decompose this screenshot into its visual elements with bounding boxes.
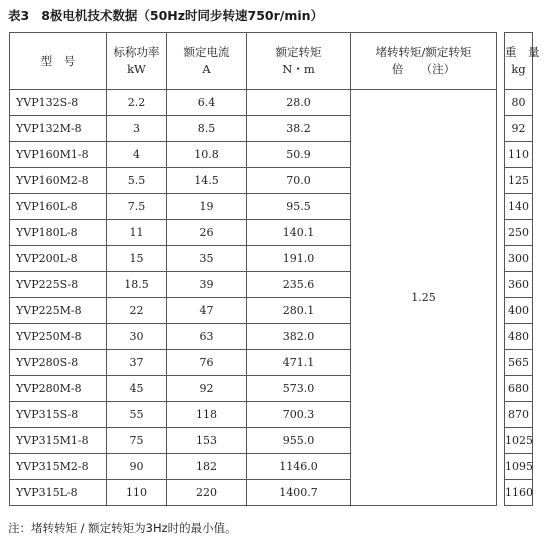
cell-power: 75 <box>107 428 167 454</box>
cell-model: YVP225S-8 <box>10 272 107 298</box>
header-current <box>167 33 247 90</box>
cell-power: 11 <box>107 220 167 246</box>
cell-power: 55 <box>107 402 167 428</box>
cell-current: 118 <box>167 402 247 428</box>
cell-torque: 382.0 <box>247 324 351 350</box>
cell-weight: 400 <box>505 298 533 324</box>
cell-current: 10.8 <box>167 142 247 168</box>
cell-torque: 280.1 <box>247 298 351 324</box>
cell-weight: 110 <box>505 142 533 168</box>
cell-current: 8.5 <box>167 116 247 142</box>
cell-model: YVP315S-8 <box>10 402 107 428</box>
cell-weight: 360 <box>505 272 533 298</box>
cell-model: YVP315M1-8 <box>10 428 107 454</box>
cell-model: YVP160L-8 <box>10 194 107 220</box>
cell-model: YVP132M-8 <box>10 116 107 142</box>
cell-model: YVP160M1-8 <box>10 142 107 168</box>
cell-model: YVP315L-8 <box>10 480 107 506</box>
cell-model: YVP160M2-8 <box>10 168 107 194</box>
cell-weight: 125 <box>505 168 533 194</box>
cell-torque: 700.3 <box>247 402 351 428</box>
cell-power: 15 <box>107 246 167 272</box>
header-weight <box>505 33 540 90</box>
cell-current: 35 <box>167 246 247 272</box>
header-model: 型 号 <box>10 33 107 90</box>
cell-weight: 80 <box>505 90 533 116</box>
cell-gap <box>497 90 505 506</box>
table-body <box>10 90 533 506</box>
table-title <box>8 6 323 24</box>
cell-power: 4 <box>107 142 167 168</box>
cell-torque: 38.2 <box>247 116 351 142</box>
cell-weight: 1095 <box>505 454 533 480</box>
header-gap <box>497 33 505 90</box>
cell-current: 220 <box>167 480 247 506</box>
cell-current: 92 <box>167 376 247 402</box>
cell-weight: 140 <box>505 194 533 220</box>
cell-torque: 573.0 <box>247 376 351 402</box>
cell-current: 26 <box>167 220 247 246</box>
table-row <box>10 90 533 116</box>
cell-torque: 471.1 <box>247 350 351 376</box>
cell-weight: 1025 <box>505 428 533 454</box>
cell-current: 14.5 <box>167 168 247 194</box>
cell-torque: 28.0 <box>247 90 351 116</box>
table-number: 表3 <box>8 8 30 23</box>
header-torque <box>247 33 351 90</box>
cell-model: YVP225M-8 <box>10 298 107 324</box>
cell-model: YVP180L-8 <box>10 220 107 246</box>
cell-torque: 235.6 <box>247 272 351 298</box>
header-ratio-label: 堵转转矩/额定转矩 <box>375 45 472 59</box>
cell-torque: 95.5 <box>247 194 351 220</box>
cell-power: 110 <box>107 480 167 506</box>
header-ratio-unit: 倍 （注） <box>391 62 456 76</box>
cell-weight: 1160 <box>505 480 533 506</box>
cell-torque: 955.0 <box>247 428 351 454</box>
cell-model: YVP200L-8 <box>10 246 107 272</box>
cell-power: 90 <box>107 454 167 480</box>
motor-data-table-container <box>9 32 540 506</box>
cell-power: 7.5 <box>107 194 167 220</box>
cell-power: 22 <box>107 298 167 324</box>
cell-model: YVP315M2-8 <box>10 454 107 480</box>
header-power-unit: kW <box>127 62 146 76</box>
cell-torque: 1146.0 <box>247 454 351 480</box>
header-row <box>10 33 533 90</box>
header-current-label: 额定电流 <box>183 45 230 59</box>
cell-weight: 480 <box>505 324 533 350</box>
cell-power: 45 <box>107 376 167 402</box>
cell-current: 76 <box>167 350 247 376</box>
cell-torque: 140.1 <box>247 220 351 246</box>
header-power-label: 标称功率 <box>113 45 160 59</box>
footnote: 注：堵转转矩 / 额定转矩为3Hz时的最小值。 <box>8 521 237 535</box>
cell-torque: 191.0 <box>247 246 351 272</box>
motor-data-table <box>9 32 540 506</box>
cell-current: 153 <box>167 428 247 454</box>
cell-current: 63 <box>167 324 247 350</box>
cell-weight: 92 <box>505 116 533 142</box>
cell-power: 37 <box>107 350 167 376</box>
cell-current: 6.4 <box>167 90 247 116</box>
cell-torque: 70.0 <box>247 168 351 194</box>
cell-power: 18.5 <box>107 272 167 298</box>
table-title-text: 8极电机技术数据（50Hz时同步转速750r/min） <box>41 8 324 23</box>
header-power <box>107 33 167 90</box>
cell-current: 19 <box>167 194 247 220</box>
cell-model: YVP132S-8 <box>10 90 107 116</box>
cell-ratio: 1.25 <box>351 90 497 506</box>
cell-current: 182 <box>167 454 247 480</box>
cell-power: 30 <box>107 324 167 350</box>
header-weight-label: 重 量 <box>505 45 540 59</box>
cell-power: 2.2 <box>107 90 167 116</box>
cell-weight: 250 <box>505 220 533 246</box>
header-torque-unit: N・m <box>282 62 315 76</box>
cell-model: YVP250M-8 <box>10 324 107 350</box>
cell-power: 3 <box>107 116 167 142</box>
header-current-unit: A <box>202 62 211 76</box>
cell-weight: 680 <box>505 376 533 402</box>
cell-torque: 1400.7 <box>247 480 351 506</box>
cell-weight: 300 <box>505 246 533 272</box>
cell-weight: 565 <box>505 350 533 376</box>
header-ratio <box>351 33 497 90</box>
cell-model: YVP280M-8 <box>10 376 107 402</box>
header-weight-unit: kg <box>511 62 526 76</box>
cell-power: 5.5 <box>107 168 167 194</box>
cell-weight: 870 <box>505 402 533 428</box>
cell-torque: 50.9 <box>247 142 351 168</box>
cell-model: YVP280S-8 <box>10 350 107 376</box>
header-torque-label: 额定转矩 <box>275 45 322 59</box>
cell-current: 39 <box>167 272 247 298</box>
cell-current: 47 <box>167 298 247 324</box>
